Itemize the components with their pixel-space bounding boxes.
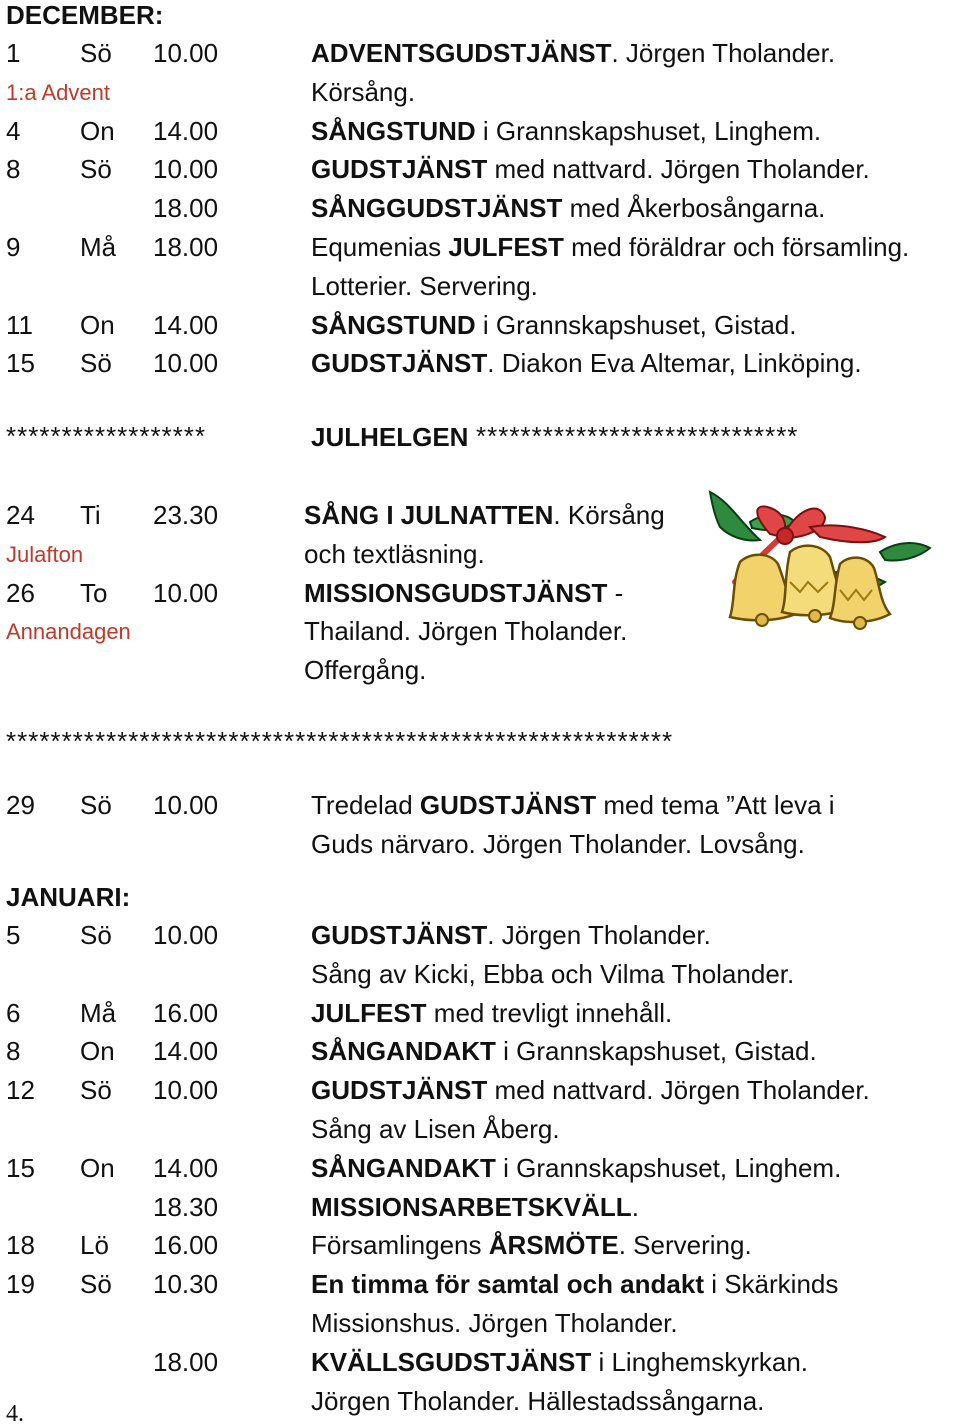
description-text: Missionshus. Jörgen Tholander.: [311, 1308, 678, 1338]
description-text: Sång av Kicki, Ebba och Vilma Tholander.: [311, 958, 795, 989]
jan-row-description: [311, 1269, 839, 1300]
julhelgen-heading: JULHELGEN: [311, 422, 469, 452]
jul-row-time: 10.00: [153, 577, 219, 608]
description-text: med Åkerbosångarna.: [562, 193, 826, 224]
jan-row-time: 16.00: [153, 997, 219, 1028]
dec-row-time: 10.00: [153, 154, 219, 185]
dec-row-description: [311, 234, 909, 260]
description-text: i Grannskapshuset, Gistad.: [495, 1036, 817, 1067]
dec-row-time: 10.00: [153, 38, 219, 68]
jan-row-weekday: On: [80, 1152, 115, 1183]
description-text: . Jörgen Tholander.: [611, 38, 836, 68]
dec-row-time: 10.00: [153, 348, 219, 379]
jan-row-day: 5: [6, 920, 21, 950]
event-title: GUDSTJÄNST: [311, 1075, 488, 1106]
jul-row-note: Julafton: [6, 541, 84, 567]
description-text: och textläsning.: [304, 538, 485, 569]
jan-row-description: [311, 1036, 817, 1067]
description-text: med nattvard. Jörgen Tholander.: [487, 154, 870, 185]
event-title: SÅNGSTUND: [311, 115, 476, 146]
jan-row-description: [311, 1385, 765, 1416]
jul-row-description: [304, 502, 665, 528]
after-row-description: [311, 792, 835, 818]
dec-row-day: 4: [6, 115, 21, 146]
page-number: 4.: [6, 1401, 24, 1427]
jul-row-note: Annandagen: [6, 619, 131, 645]
event-title: SÅNGANDAKT: [311, 1152, 496, 1183]
event-title: MISSIONSARBETSKVÄLL: [311, 1191, 632, 1222]
dec-row-description: [311, 40, 835, 66]
jul-row-description: [304, 538, 485, 569]
jan-row-day: 19: [6, 1269, 35, 1300]
jan-row-weekday: Sö: [80, 920, 112, 950]
jan-row-day: 6: [6, 997, 21, 1028]
description-text: . Servering.: [618, 1230, 752, 1261]
event-title: KVÄLLSGUDSTJÄNST: [311, 1346, 592, 1377]
jan-row-time: 10.00: [153, 920, 219, 950]
jan-row-description: [311, 922, 711, 948]
event-title: SÅNG I JULNATTEN: [304, 500, 554, 530]
description-text: .: [631, 1191, 639, 1222]
month-heading-december: DECEMBER:: [6, 0, 164, 30]
after-row-weekday: Sö: [80, 790, 112, 820]
jul-row-day: 24: [6, 500, 35, 530]
description-text: i Grannskapshuset, Linghem.: [475, 115, 822, 146]
jan-row-weekday: On: [80, 1036, 115, 1067]
description-text: . Körsång: [553, 500, 665, 530]
dec-row-description: [311, 270, 538, 301]
description-text: Sång av Lisen Åberg.: [311, 1114, 560, 1144]
jan-row-time: 16.00: [153, 1230, 219, 1261]
julhelgen-stars-left: ******************: [6, 421, 207, 451]
event-title: GUDSTJÄNST: [311, 920, 488, 950]
jul-row-day: 26: [6, 577, 35, 608]
star-divider: ************************************************************: [6, 726, 674, 756]
jan-row-weekday: Sö: [80, 1269, 112, 1300]
jan-row-description: [311, 1346, 809, 1377]
description-text: Körsång.: [311, 76, 416, 107]
dec-row-day: 8: [6, 154, 21, 185]
event-title: SÅNGANDAKT: [311, 1036, 496, 1067]
description-text: i Linghemskyrkan.: [591, 1346, 809, 1377]
description-text: med nattvard. Jörgen Tholander.: [487, 1075, 870, 1106]
dec-row-note: 1:a Advent: [6, 79, 110, 105]
month-heading-january: JANUARI:: [6, 882, 131, 912]
after-row-description: [311, 828, 805, 859]
jul-row-description: [304, 616, 628, 647]
dec-row-description: [311, 309, 797, 340]
description-prefix: Tredelad: [311, 790, 420, 820]
jan-row-day: 8: [6, 1036, 21, 1067]
jan-row-description: [311, 1116, 560, 1142]
description-text: i Grannskapshuset, Gistad.: [475, 309, 797, 340]
event-title: SÅNGSTUND: [311, 309, 476, 340]
description-text: . Jörgen Tholander.: [487, 920, 711, 950]
dec-row-day: 1: [6, 38, 21, 68]
description-text: . Diakon Eva Altemar, Linköping.: [487, 348, 862, 379]
description-text: i Skärkinds: [703, 1269, 839, 1300]
jan-row-time: 14.00: [153, 1152, 219, 1183]
dec-row-time: 18.00: [153, 232, 219, 262]
jul-row-weekday: Ti: [80, 500, 101, 530]
description-text: -: [607, 577, 624, 608]
jan-row-time: 18.30: [153, 1191, 219, 1222]
dec-row-description: [311, 115, 822, 146]
jan-row-description: [311, 1075, 870, 1106]
jan-row-description: [311, 1152, 842, 1183]
jan-row-description: [311, 1310, 678, 1336]
dec-row-weekday: Sö: [80, 38, 112, 68]
dec-row-description: [311, 193, 826, 224]
event-title: GUDSTJÄNST: [311, 154, 488, 185]
event-title: GUDSTJÄNST: [311, 348, 488, 379]
jan-row-day: 15: [6, 1152, 35, 1183]
dec-row-time: 14.00: [153, 115, 219, 146]
jan-row-weekday: Må: [80, 997, 117, 1028]
description-text: med tema ”Att leva i: [596, 790, 835, 820]
dec-row-day: 15: [6, 348, 35, 379]
jan-row-description: [311, 1191, 639, 1222]
description-text: i Grannskapshuset, Linghem.: [495, 1152, 842, 1183]
jan-row-day: 12: [6, 1075, 35, 1106]
description-text: Jörgen Tholander. Hällestadssångarna.: [311, 1385, 765, 1416]
description-text: Thailand. Jörgen Tholander.: [304, 616, 628, 647]
dec-row-time: 14.00: [153, 309, 219, 340]
jan-row-time: 10.30: [153, 1269, 219, 1300]
event-title: JULFEST: [311, 997, 427, 1028]
jul-row-weekday: To: [80, 577, 108, 608]
dec-row-description: [311, 76, 416, 107]
jan-row-description: [311, 997, 673, 1028]
jul-row-description: [304, 577, 624, 608]
event-title: ÅRSMÖTE: [488, 1230, 619, 1261]
jan-row-time: 10.00: [153, 1075, 219, 1106]
event-title: MISSIONSGUDSTJÄNST: [304, 577, 608, 608]
after-row-time: 10.00: [153, 790, 219, 820]
event-title: GUDSTJÄNST: [419, 790, 597, 820]
dec-row-description: [311, 154, 870, 185]
event-title: ADVENTSGUDSTJÄNST: [311, 38, 612, 68]
after-row-day: 29: [6, 790, 35, 820]
dec-row-time: 18.00: [153, 193, 219, 224]
dec-row-weekday: On: [80, 115, 115, 146]
event-title: En timma för samtal och andakt: [311, 1269, 704, 1300]
jan-row-time: 14.00: [153, 1036, 219, 1067]
jan-row-day: 18: [6, 1230, 35, 1261]
dec-row-weekday: Sö: [80, 348, 112, 379]
jul-row-description: [304, 655, 427, 686]
description-prefix: Församlingens: [311, 1230, 489, 1261]
description-text: Offergång.: [304, 655, 427, 686]
dec-row-weekday: Må: [80, 232, 117, 262]
dec-row-weekday: On: [80, 309, 115, 340]
dec-row-description: [311, 348, 862, 379]
jul-row-time: 23.30: [153, 500, 219, 530]
jan-row-time: 18.00: [153, 1346, 219, 1377]
christmas-bells-icon: [690, 482, 940, 652]
jan-row-description: [311, 958, 795, 989]
dec-row-day: 11: [6, 309, 33, 340]
jan-row-weekday: Sö: [80, 1075, 112, 1106]
event-title: SÅNGGUDSTJÄNST: [311, 193, 563, 224]
description-text: Lotterier. Servering.: [311, 270, 538, 301]
description-text: med trevligt innehåll.: [426, 997, 673, 1028]
dec-row-weekday: Sö: [80, 154, 112, 185]
event-title: JULFEST: [448, 232, 564, 262]
julhelgen-stars-right: *****************************: [476, 421, 799, 451]
jan-row-description: [311, 1230, 752, 1261]
description-prefix: Equmenias: [311, 232, 449, 262]
description-text: Guds närvaro. Jörgen Tholander. Lovsång.: [311, 828, 805, 859]
dec-row-day: 9: [6, 232, 21, 262]
description-text: med föräldrar och församling.: [563, 232, 910, 262]
jan-row-weekday: Lö: [80, 1230, 109, 1261]
